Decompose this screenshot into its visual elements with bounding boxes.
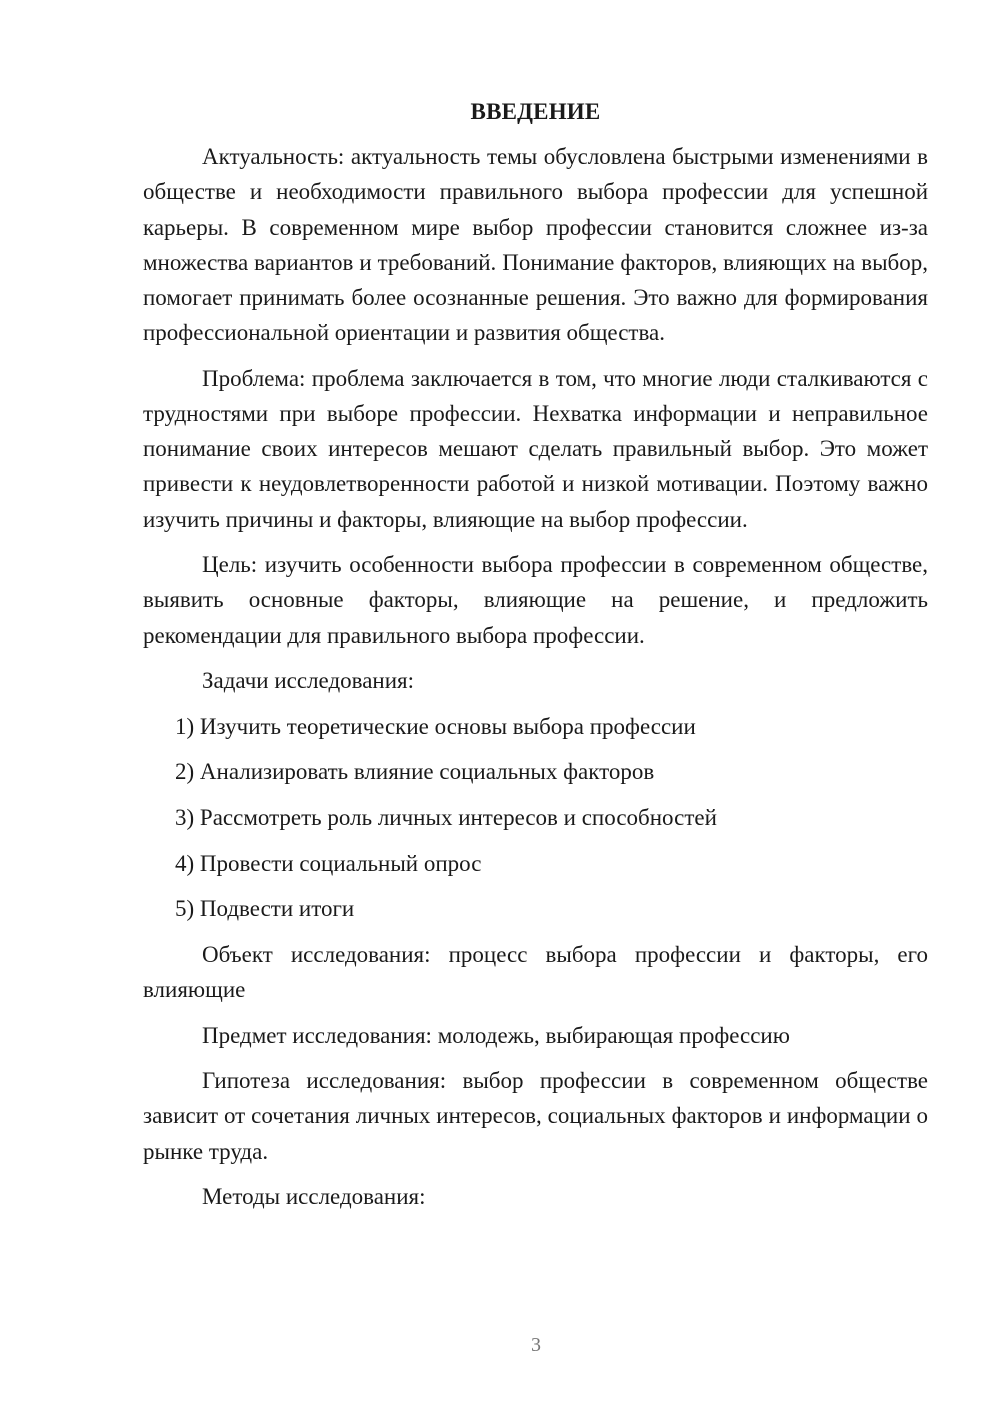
paragraph-relevance: Актуальность: актуальность темы обусловлена быстрыми изменениями в обществе и необходимости правильного выбора профессии для успешной карьеры. В современном мире выбор профессии становится сложнее из-за множества вариантов и требований. Понимание факторов, влияющих на выбор, помогает принимать более осознанные решения. Это важно для формирования профессиональной ориентации и развития общества.	[143, 144, 928, 346]
paragraph-hypothesis: Гипотеза исследования: выбор профессии в современном обществе зависит от сочетания личных интересов, социальных факторов и информации о рынке труда.	[143, 1068, 928, 1164]
list-item: 5) Подвести итоги	[175, 896, 355, 922]
tasks-heading: Задачи исследования:	[202, 668, 415, 694]
paragraph-subject: Предмет исследования: молодежь, выбирающая профессию	[202, 1022, 790, 1048]
page-number: 3	[531, 1334, 541, 1356]
list-item: 4) Провести социальный опрос	[175, 850, 482, 876]
list-item: 1) Изучить теоретические основы выбора профессии	[175, 713, 696, 739]
tasks-list	[143, 709, 928, 927]
paragraph-goal: Цель: изучить особенности выбора профессии в современном обществе, выявить основные факторы, влияющие на решение, и предложить рекомендации для правильного выбора профессии.	[143, 552, 928, 648]
section-heading: ВВЕДЕНИЕ	[470, 99, 601, 124]
list-item: 3) Рассмотреть роль личных интересов и способностей	[175, 805, 717, 830]
methods-heading: Методы исследования:	[202, 1184, 426, 1210]
paragraph-problem: Проблема: проблема заключается в том, что многие люди сталкиваются с трудностями при выборе профессии. Нехватка информации и неправильное понимание своих интересов мешают сделать правильный выбор. Это может привести к неудовлетворенности работой и низкой мотивации. Поэтому важно изучить причины и факторы, влияющие на выбор профессии.	[143, 365, 928, 532]
list-item: 2) Анализировать влияние социальных факторов	[175, 759, 655, 785]
page-content	[143, 94, 928, 1225]
paragraph-object: Объект исследования: процесс выбора профессии и факторы, его влияющие	[143, 941, 928, 1002]
